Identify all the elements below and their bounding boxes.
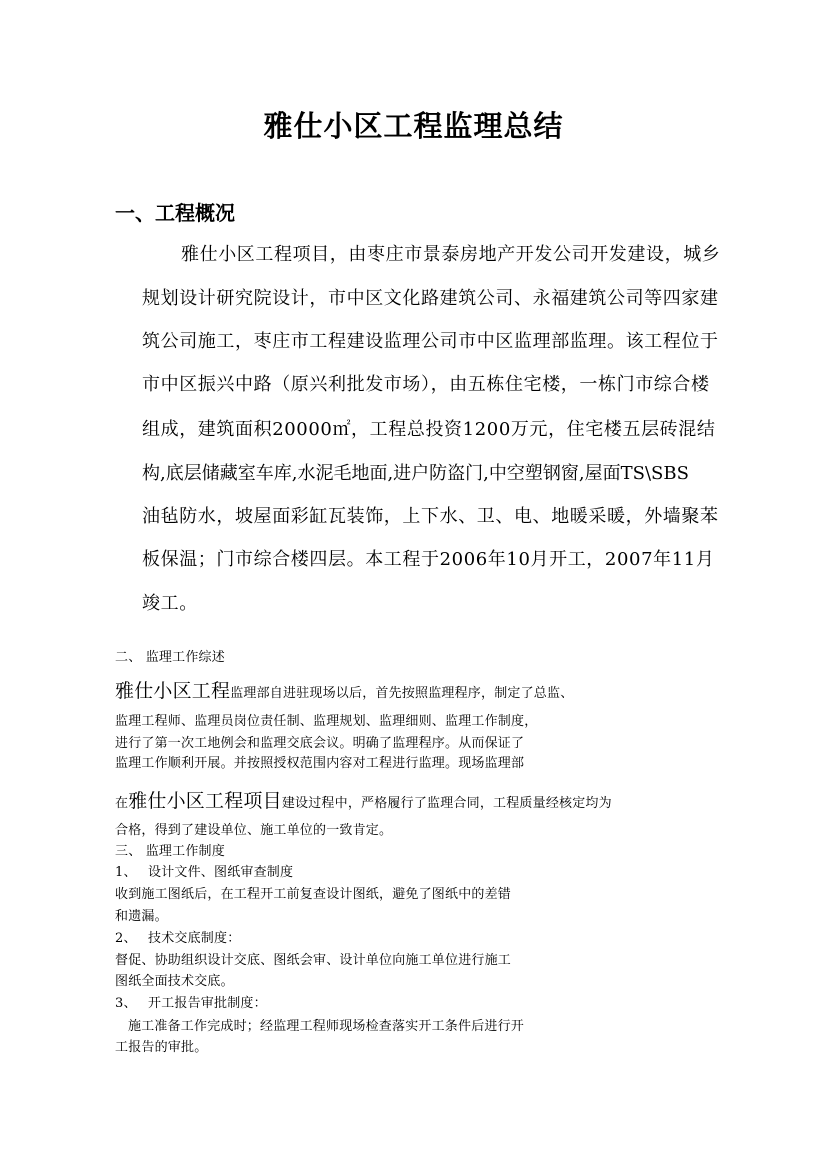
- section2-line: [115, 786, 612, 813]
- section1-paragraph-line: 组成，建筑面积20000㎡，工程总投资1200万元，住宅楼五层砖混结: [142, 419, 716, 440]
- section2-line: 进行了第一次工地例会和监理交底会议。明确了监理程序。从而保证了: [115, 736, 525, 751]
- section3-item-line: 督促、协助组织设计交底、图纸会审、设计单位向施工单位进行施工: [115, 953, 512, 968]
- section1-paragraph-line: 油毡防水，坡屋面彩缸瓦装饰，上下水、卫、电、地暖采暖，外墙聚苯: [142, 506, 719, 527]
- section2-heading: 二、 监理工作综述: [115, 650, 225, 665]
- section1-paragraph-line: 规划设计研究院设计，市中区文化路建筑公司、永福建筑公司等四家建: [142, 288, 719, 309]
- section1-paragraph-line: 构,底层储藏室车库,水泥毛地面,进户防盗门,中空塑钢窗,屋面TS\SBS: [142, 463, 689, 484]
- section2-line: [115, 676, 573, 703]
- section3-item-num: 3、: [115, 996, 137, 1011]
- section3-item-title: 技术交底制度：: [148, 931, 241, 946]
- section1-paragraph-line: 雅仕小区工程项目，由枣庄市景泰房地产开发公司开发建设，城乡: [181, 244, 721, 265]
- section3-heading: 三、 监理工作制度: [115, 844, 225, 859]
- section3-item-title: 开工报告审批制度：: [148, 996, 267, 1011]
- section2-line: 监理工程师、监理员岗位责任制、监理规划、监理细则、监理工作制度，: [115, 714, 538, 729]
- section1-paragraph-line: 市中区振兴中路（原兴利批发市场），由五栋住宅楼，一栋门市综合楼: [142, 374, 710, 395]
- section2-line: 合格，得到了建设单位、施工单位的一致肯定。: [115, 823, 393, 838]
- section1-paragraph-line: 筑公司施工，枣庄市工程建设监理公司市中区监理部监理。该工程位于: [142, 331, 719, 352]
- section3-item-num: 2、: [115, 931, 137, 946]
- section1-paragraph-line: 竣工。: [142, 593, 198, 614]
- section2-line-text: 建设过程中，严格履行了监理合同，工程质量经核定均为: [281, 796, 612, 811]
- section3-item-line: 图纸全面技术交底。: [115, 974, 234, 989]
- section3-item-num: 1、: [115, 865, 137, 880]
- section3-item-line: 施工准备工作完成时；经监理工程师现场检查落实开工条件后进行开: [115, 1019, 524, 1034]
- section3-item-line: 工报告的审批。: [115, 1040, 208, 1055]
- section3-item-line: 收到施工图纸后，在工程开工前复查设计图纸，避免了图纸中的差错: [115, 887, 512, 902]
- project-name: 雅仕小区工程项目: [128, 790, 282, 812]
- project-name: 雅仕小区工程: [115, 680, 231, 702]
- page-title: 雅仕小区工程监理总结: [263, 109, 564, 143]
- section3-item-title: 设计文件、图纸审查制度: [148, 865, 294, 880]
- section1-paragraph-line: 板保温；门市综合楼四层。本工程于2006年10月开工，2007年11月: [142, 549, 715, 570]
- section2-line-text: 在: [115, 796, 129, 811]
- section1-heading: 一、工程概况: [115, 201, 235, 225]
- section2-line-text: 监理部自进驻现场以后，首先按照监理程序，制定了总监、: [230, 686, 574, 701]
- section2-line: 监理工作顺利开展。并按照授权范围内容对工程进行监理。现场监理部: [115, 756, 525, 771]
- section3-item-line: 和遗漏。: [115, 909, 168, 924]
